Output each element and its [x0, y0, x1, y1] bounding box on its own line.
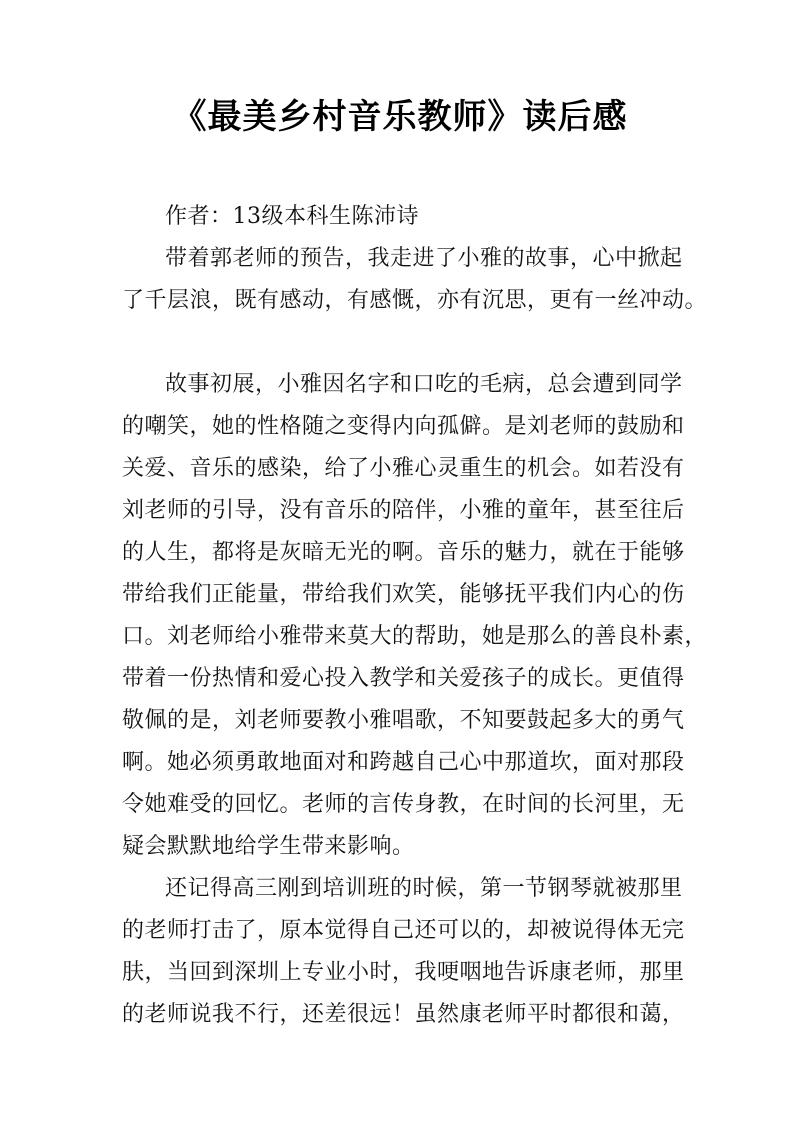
paragraph-3-line-1: 还记得高三刚到培训班的时候，第一节钢琴就被那里: [165, 876, 683, 901]
paragraph-2-line-8: 带着一份热情和爱心投入教学和关爱孩子的成长。更值得: [122, 666, 685, 691]
paragraph-2-line-6: 带给我们正能量，带给我们欢笑，能够抚平我们内心的伤: [122, 582, 685, 607]
paragraph-1-line-2: 了千层浪，既有感动，有感慨，亦有沉思，更有一丝冲动。: [122, 288, 708, 313]
paragraph-2-line-4: 刘老师的引导，没有音乐的陪伴，小雅的童年，甚至往后: [122, 498, 685, 523]
paragraph-3-line-4: 的老师说我不行，还差很远！虽然康老师平时都很和蔼，: [122, 1002, 685, 1027]
paragraph-2-line-1: 故事初展，小雅因名字和口吃的毛病，总会遭到同学: [165, 372, 683, 397]
paragraph-2-line-11: 令她难受的回忆。老师的言传身教，在时间的长河里，无: [122, 792, 685, 817]
paragraph-2-line-9: 敬佩的是，刘老师要教小雅唱歌，不知要鼓起多大的勇气: [122, 708, 685, 733]
paragraph-2-line-10: 啊。她必须勇敢地面对和跨越自己心中那道坎，面对那段: [122, 750, 685, 775]
paragraph-2-line-12: 疑会默默地给学生带来影响。: [122, 834, 415, 859]
paragraph-2-line-7: 口。刘老师给小雅带来莫大的帮助，她是那么的善良朴素，: [122, 624, 708, 649]
paragraph-3-line-3: 肤，当回到深圳上专业小时，我哽咽地告诉康老师，那里: [122, 960, 685, 985]
paragraph-2-line-5: 的人生，都将是灰暗无光的啊。音乐的魅力，就在于能够: [122, 540, 685, 565]
author-line: 作者：13级本科生陈沛诗: [165, 204, 419, 229]
paragraph-3-line-2: 的老师打击了，原本觉得自己还可以的，却被说得体无完: [122, 918, 685, 943]
paragraph-2-line-2: 的嘲笑，她的性格随之变得内向孤僻。是刘老师的鼓励和: [122, 414, 685, 439]
paragraph-1-line-1: 带着郭老师的预告，我走进了小雅的故事，心中掀起: [165, 246, 683, 271]
document-title: 《最美乡村音乐教师》读后感: [172, 97, 628, 137]
paragraph-2-line-3: 关爱、音乐的感染，给了小雅心灵重生的机会。如若没有: [122, 456, 685, 481]
